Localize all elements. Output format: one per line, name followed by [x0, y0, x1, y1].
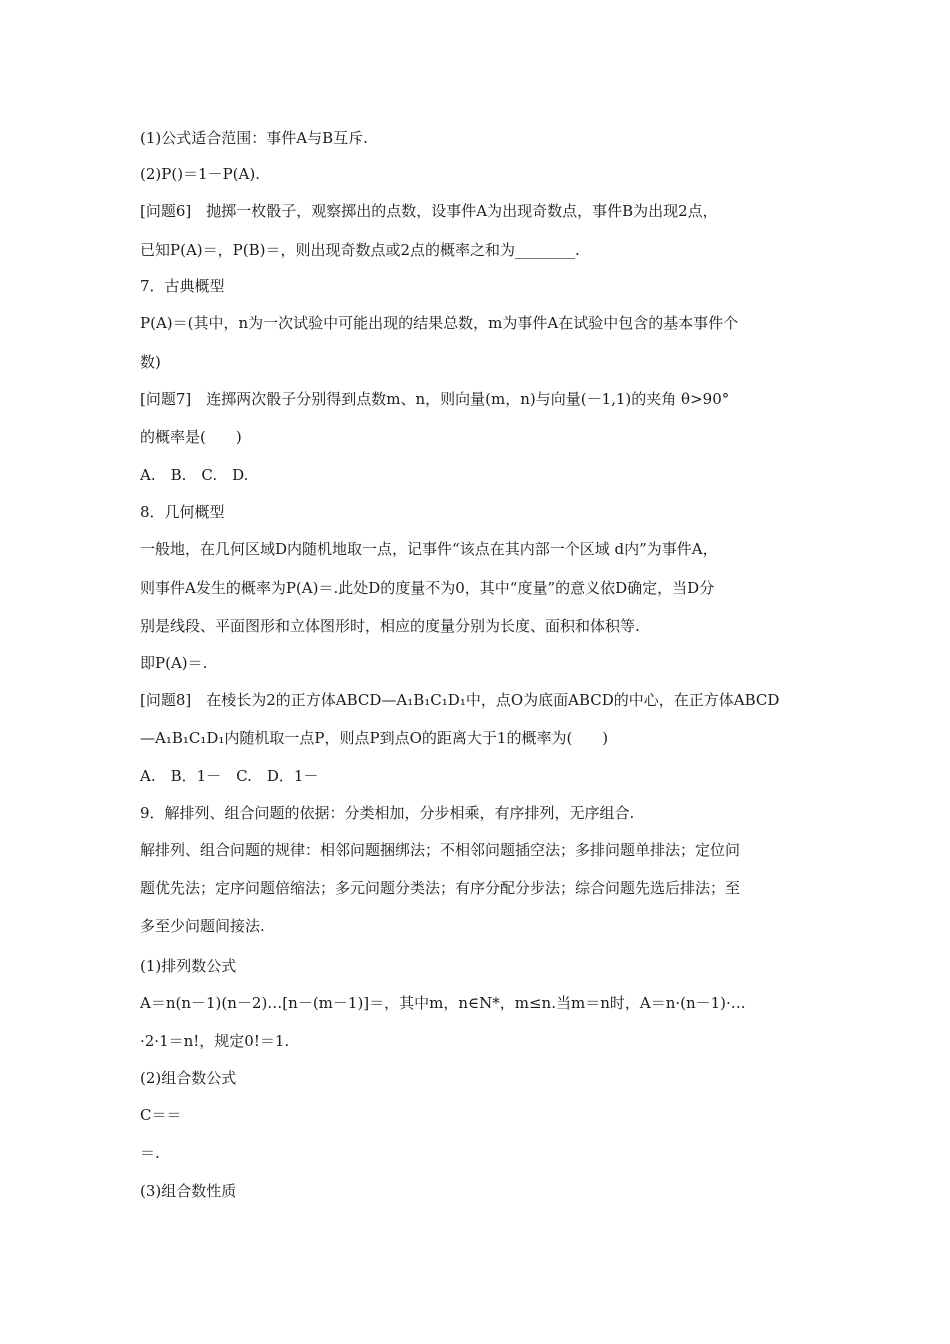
formula-line: C＝＝ — [140, 1106, 182, 1124]
formula-line: ·2·1＝n!，规定0!＝1. — [140, 1032, 290, 1050]
text-line: —A₁B₁C₁D₁内随机取一点P，则点P到点O的距离大于1的概率为( ) — [140, 729, 609, 747]
subheading-combination-properties: (3)组合数性质 — [140, 1182, 237, 1200]
answer-options: A. B．1－ C. D．1－ — [140, 767, 319, 785]
text-line: 多至少问题间接法. — [140, 917, 265, 935]
subheading-permutation: (1)排列数公式 — [140, 957, 237, 975]
subheading-combination: (2)组合数公式 — [140, 1069, 237, 1087]
text-line: 的概率是( ) — [140, 428, 242, 446]
section-heading-7: 7．古典概型 — [140, 277, 225, 295]
text-line: (2)P()＝1－P(A). — [140, 165, 260, 183]
formula-line: A＝n(n－1)(n－2)…[n－(m－1)]＝，其中m，n∈N*，m≤n.当m＝n时，A＝n·(n－1)·… — [140, 994, 746, 1012]
text-line: 解排列、组合问题的规律：相邻问题捆绑法；不相邻问题插空法；多排问题单排法；定位问 — [140, 841, 741, 859]
problem-8-line: [问题8] 在棱长为2的正方体ABCD—A₁B₁C₁D₁中，点O为底面ABCD的中心，在正方体ABCD — [140, 691, 780, 709]
problem-6-line: [问题6] 抛掷一枚骰子，观察掷出的点数，设事件A为出现奇数点，事件B为出现2点， — [140, 202, 718, 220]
section-heading-9: 9．解排列、组合问题的依据：分类相加，分步相乘，有序排列，无序组合. — [140, 804, 635, 822]
text-line: 则事件A发生的概率为P(A)＝.此处D的度量不为0，其中“度量”的意义依D确定，当D分 — [140, 579, 715, 597]
text-line: 已知P(A)＝，P(B)＝，则出现奇数点或2点的概率之和为________. — [140, 241, 580, 259]
formula-line: ＝. — [140, 1144, 160, 1162]
text-line: 数) — [140, 353, 161, 371]
text-line: 别是线段、平面图形和立体图形时，相应的度量分别为长度、面积和体积等. — [140, 617, 640, 635]
text-line: P(A)＝(其中，n为一次试验中可能出现的结果总数，m为事件A在试验中包含的基本事件个 — [140, 314, 739, 332]
section-heading-8: 8．几何概型 — [140, 503, 225, 521]
text-line: 题优先法；定序问题倍缩法；多元问题分类法；有序分配分步法；综合问题先选后排法；至 — [140, 879, 741, 897]
text-line: 即P(A)＝. — [140, 654, 208, 672]
answer-options: A. B. C. D. — [140, 466, 249, 484]
problem-7-line: [问题7] 连掷两次骰子分别得到点数m、n，则向量(m，n)与向量(－1,1)的夹角 θ>90° — [140, 390, 730, 408]
text-line: (1)公式适合范围：事件A与B互斥. — [140, 129, 368, 147]
text-line: 一般地，在几何区域D内随机地取一点，记事件“该点在其内部一个区域 d内”为事件A， — [140, 540, 718, 558]
